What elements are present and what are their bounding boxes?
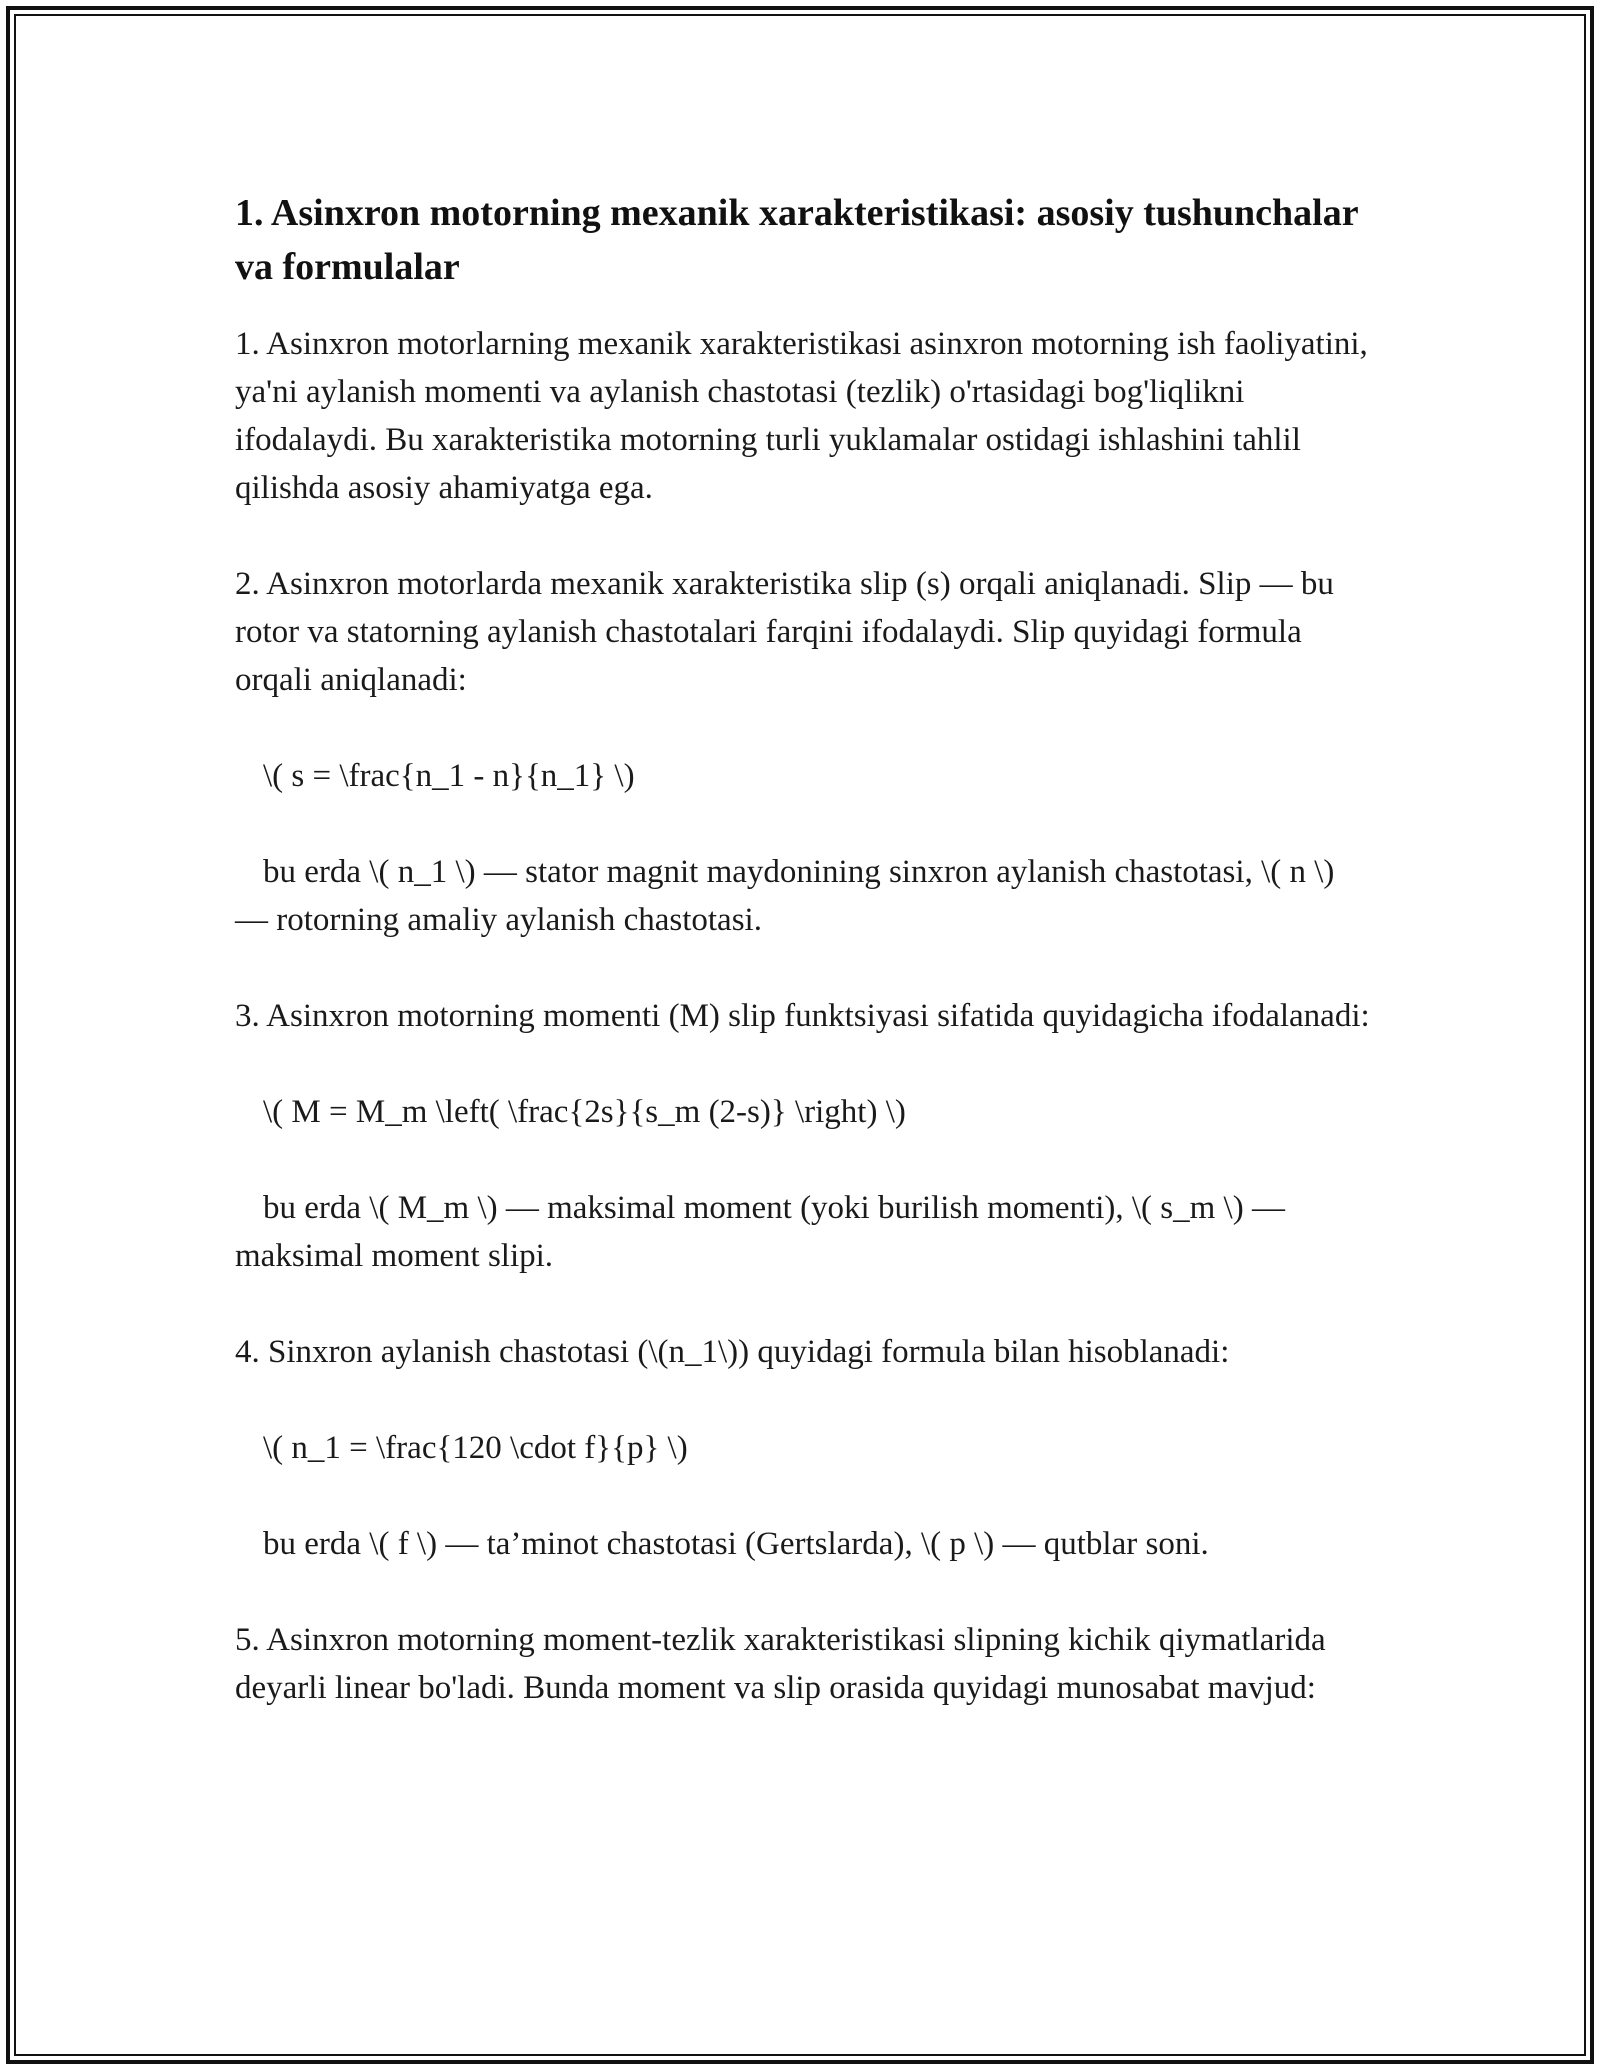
formula-slip-explanation: bu erda \( n_1 \) — stator magnit maydonining sinxron aylanish chastotasi, \( n \) — rotorning amaliy aylanish chastotasi. <box>235 854 1335 938</box>
formula-synchronous-speed-explanation: bu erda \( f \) — ta’minot chastotasi (Gertslarda), \( p \) — qutblar soni. <box>263 1526 1209 1562</box>
spacer <box>235 1280 1375 1328</box>
spacer <box>235 704 1375 752</box>
paragraph-3: 3. Asinxron motorning momenti (M) slip funktsiyasi sifatida quyidagicha ifodalanadi: <box>235 998 1370 1034</box>
spacer <box>235 1136 1375 1184</box>
paragraph-5: 5. Asinxron motorning moment-tezlik xarakteristikasi slipning kichik qiymatlarida deyarli linear bo'ladi. Bunda moment va slip orasida quyidagi munosabat mavjud: <box>235 1622 1334 1706</box>
spacer <box>235 944 1375 992</box>
document-title: 1. Asinxron motorning mexanik xarakteristikasi: asosiy tushunchalar va formulalar <box>235 192 1358 288</box>
spacer <box>235 1568 1375 1616</box>
formula-moment: \( M = M_m \left( \frac{2s}{s_m (2-s)} \right) \) <box>263 1094 906 1130</box>
document-body <box>235 186 1375 1712</box>
spacer <box>235 1472 1375 1520</box>
paragraph-4: 4. Sinxron aylanish chastotasi (\(n_1\)) quyidagi formula bilan hisoblanadi: <box>235 1334 1230 1370</box>
spacer <box>235 512 1375 560</box>
spacer <box>235 1040 1375 1088</box>
paragraph-1: 1. Asinxron motorlarning mexanik xarakteristikasi asinxron motorning ish faoliyatini, ya'ni aylanish momenti va aylanish chastotasi (tezlik) o'rtasidagi bog'liqlikni ifodalaydi. Bu xarakteristika motorning turli yuklamalar ostidagi ishlashini tahlil qilishda asosiy ahamiyatga ega. <box>235 326 1377 506</box>
formula-slip: \( s = \frac{n_1 - n}{n_1} \) <box>263 758 635 794</box>
paragraph-2: 2. Asinxron motorlarda mexanik xarakteristika slip (s) orqali aniqlanadi. Slip — bu rotor va statorning aylanish chastotalari farqini ifodalaydi. Slip quyidagi formula orqali aniqlanadi: <box>235 566 1343 698</box>
formula-moment-explanation: bu erda \( M_m \) — maksimal moment (yoki burilish momenti), \( s_m \) — maksimal moment slipi. <box>235 1190 1285 1274</box>
spacer <box>235 800 1375 848</box>
formula-synchronous-speed: \( n_1 = \frac{120 \cdot f}{p} \) <box>263 1430 688 1466</box>
spacer <box>235 1376 1375 1424</box>
